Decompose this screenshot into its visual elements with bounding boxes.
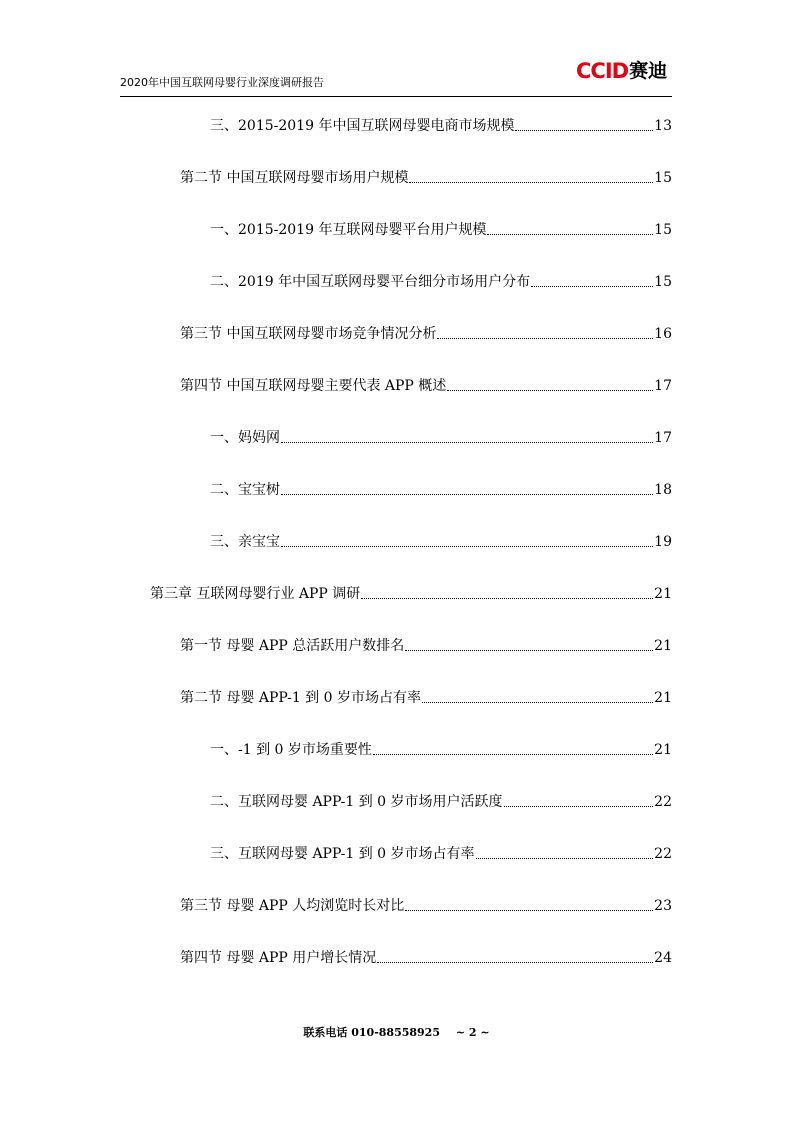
toc-entry[interactable] [180, 896, 672, 916]
toc-entry[interactable] [210, 844, 672, 864]
toc-entry-title: 二、宝宝树 [210, 482, 280, 498]
toc-entry-title: 第三节 母婴 APP 人均浏览时长对比 [180, 898, 405, 914]
logo-mark: CCID [576, 59, 629, 83]
toc-dot-leader [361, 598, 653, 599]
toc-entry-page: 21 [654, 690, 672, 706]
toc-dot-leader [447, 390, 653, 391]
toc-entry[interactable] [180, 324, 672, 344]
toc-entry-page: 17 [654, 378, 672, 394]
toc-entry-title: 第三节 中国互联网母婴市场竞争情况分析 [180, 326, 437, 342]
toc-entry-title: 一、-1 到 0 岁市场重要性 [210, 742, 372, 758]
toc-entry-title: 第四节 中国互联网母婴主要代表 APP 概述 [180, 378, 447, 394]
toc-dot-leader [422, 702, 653, 703]
toc-entry-title: 二、互联网母婴 APP-1 到 0 岁市场用户活跃度 [210, 794, 503, 810]
toc-dot-leader [531, 286, 653, 287]
toc-entry-title: 三、亲宝宝 [210, 534, 280, 550]
toc-dot-leader [515, 130, 653, 131]
contact-phone: 联系电话 010-88558925 [303, 1026, 440, 1039]
toc-entry[interactable] [210, 532, 672, 552]
toc-dot-leader [373, 754, 653, 755]
page-number: ~ 2 ~ [455, 1026, 490, 1039]
toc-dot-leader [377, 962, 653, 963]
toc-dot-leader [405, 910, 653, 911]
toc-entry-page: 15 [654, 274, 672, 290]
toc-entry-page: 16 [654, 326, 672, 342]
toc-entry-title: 第二节 中国互联网母婴市场用户规模 [180, 170, 409, 186]
toc-entry-title: 一、妈妈网 [210, 430, 280, 446]
toc-entry[interactable] [180, 376, 672, 396]
toc-entry-page: 21 [654, 742, 672, 758]
toc-entry-title: 第二节 母婴 APP-1 到 0 岁市场占有率 [180, 690, 421, 706]
toc-entry-title: 一、2015-2019 年互联网母婴平台用户规模 [210, 222, 487, 238]
toc-entry-title: 三、2015-2019 年中国互联网母婴电商市场规模 [210, 118, 515, 134]
toc-entry-page: 21 [654, 638, 672, 654]
toc-dot-leader [504, 806, 654, 807]
toc-entry-page: 13 [654, 118, 672, 134]
toc-dot-leader [281, 494, 653, 495]
toc-entry-page: 15 [654, 222, 672, 238]
toc-dot-leader [405, 650, 653, 651]
report-title: 2020年中国互联网母婴行业深度调研报告 [120, 76, 324, 89]
toc-entry[interactable] [210, 272, 672, 292]
toc-entry-page: 22 [654, 794, 672, 810]
toc-entry-title: 二、2019 年中国互联网母婴平台细分市场用户分布 [210, 274, 531, 290]
toc-entry[interactable] [180, 688, 672, 708]
toc-entry-page: 18 [654, 482, 672, 498]
toc-dot-leader [487, 234, 653, 235]
toc-entry[interactable] [150, 584, 672, 604]
toc-entry[interactable] [180, 168, 672, 188]
toc-entry-title: 第一节 母婴 APP 总活跃用户数排名 [180, 638, 405, 654]
toc-entry-page: 19 [654, 534, 672, 550]
toc-entry[interactable] [210, 740, 672, 760]
logo-chinese-text: 赛迪 [629, 60, 668, 82]
toc-dot-leader [476, 858, 654, 859]
toc-entry[interactable] [210, 792, 672, 812]
toc-entry[interactable] [210, 480, 672, 500]
page-footer [0, 1024, 793, 1040]
toc-entry-page: 24 [654, 950, 672, 966]
toc-entry[interactable] [210, 220, 672, 240]
toc-entry-page: 17 [654, 430, 672, 446]
toc-entry-title: 第三章 互联网母婴行业 APP 调研 [150, 586, 361, 602]
toc-dot-leader [409, 182, 653, 183]
toc-entry-page: 21 [654, 586, 672, 602]
toc-entry-title: 三、互联网母婴 APP-1 到 0 岁市场占有率 [210, 846, 475, 862]
toc-dot-leader [437, 338, 653, 339]
toc-entry[interactable] [180, 948, 672, 968]
toc-entry[interactable] [210, 116, 672, 136]
toc-entry[interactable] [180, 636, 672, 656]
toc-entry-page: 22 [654, 846, 672, 862]
toc-dot-leader [281, 546, 653, 547]
toc-entry-title: 第四节 母婴 APP 用户增长情况 [180, 950, 377, 966]
toc-entry[interactable] [210, 428, 672, 448]
toc-dot-leader [281, 442, 653, 443]
toc-entry-page: 15 [654, 170, 672, 186]
toc-entry-page: 23 [654, 898, 672, 914]
